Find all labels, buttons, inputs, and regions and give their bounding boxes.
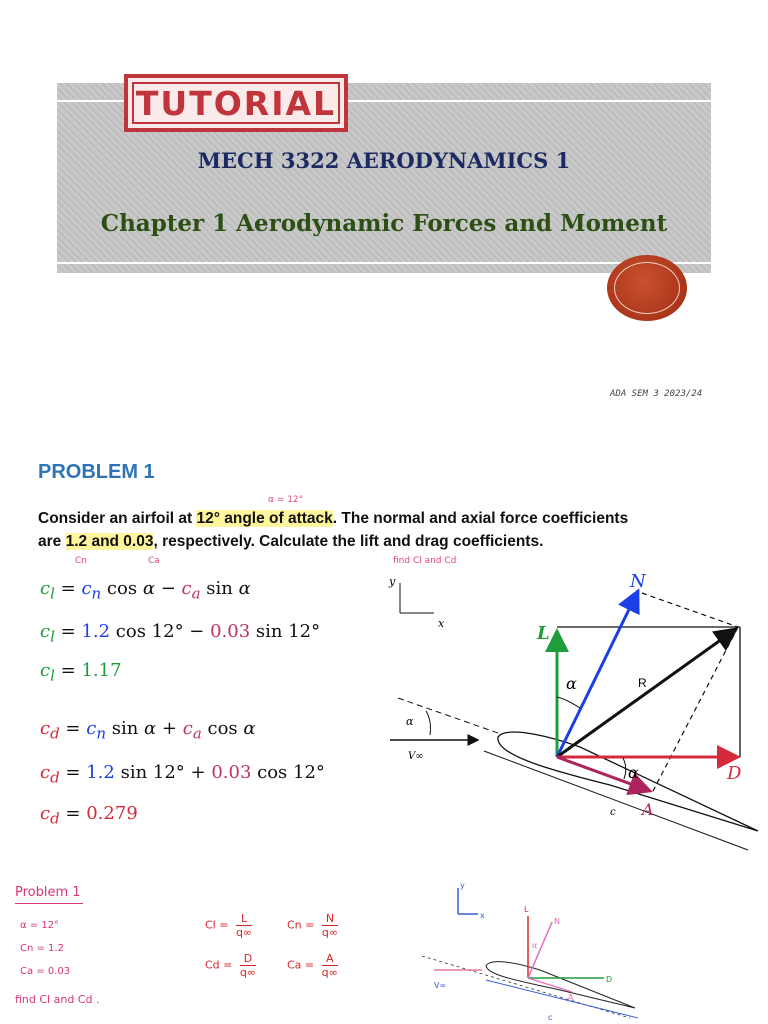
cl-cn-value: 1.2 bbox=[81, 621, 111, 642]
cd-sin-term: sin 12° + bbox=[114, 762, 212, 783]
cd-ca-value: 0.03 bbox=[211, 762, 252, 783]
alpha-arc-freestream bbox=[426, 711, 431, 735]
sketch-chord-dim bbox=[486, 980, 638, 1018]
problem-line-2-b: , respectively. Calculate the lift and drag coefficients. bbox=[153, 533, 544, 550]
formula-cn-lhs: Cn = bbox=[287, 918, 315, 932]
equation-cd-general: $c_d = c_n$ $\sin \alpha + c_a$ cos α bbox=[40, 718, 256, 743]
sketch-label-d: D bbox=[606, 975, 613, 984]
cd-cn-value: 1.2 bbox=[86, 762, 115, 783]
label-d: D bbox=[727, 763, 742, 784]
label-vinf: V∞ bbox=[408, 751, 424, 762]
formula-cl-num: L bbox=[236, 912, 252, 926]
formula-cl-fraction bbox=[236, 912, 252, 939]
problem-line-1 bbox=[38, 510, 628, 528]
alpha-arc-top bbox=[557, 697, 580, 708]
banner-divider-bottom bbox=[57, 262, 711, 264]
sketch-label-vinf: V∞ bbox=[434, 981, 447, 990]
formula-cl-lhs: Cl = bbox=[205, 918, 229, 932]
formula-cn-fraction bbox=[322, 912, 338, 939]
label-r: R bbox=[638, 676, 647, 690]
annotation-cn: Cn bbox=[75, 556, 87, 566]
problem-line-1-a: Consider an airfoil at bbox=[38, 510, 197, 527]
formula-ca-den: q∞ bbox=[321, 966, 338, 979]
formula-cd-den: q∞ bbox=[239, 966, 257, 979]
tutorial-stamp bbox=[124, 74, 348, 132]
formula-cd-num: D bbox=[240, 952, 256, 966]
formula-ca bbox=[287, 952, 338, 979]
sketch-diagram bbox=[420, 878, 650, 1024]
label-alpha-freestream: α bbox=[406, 715, 414, 728]
dashed-n-to-r bbox=[642, 593, 738, 627]
formula-cn-num: N bbox=[322, 912, 338, 926]
problem-line-1-b: . The normal and axial force coefficients bbox=[332, 510, 629, 527]
notes-title-underline bbox=[15, 903, 83, 904]
label-a: A bbox=[642, 800, 654, 819]
sketch-label-alpha: α bbox=[532, 941, 538, 950]
resultant-arrow bbox=[557, 629, 736, 757]
formula-ca-num: A bbox=[322, 952, 338, 966]
problem-line-2-a: are bbox=[38, 533, 66, 550]
label-alpha-bottom: α bbox=[628, 763, 639, 782]
formula-ca-lhs: Ca = bbox=[287, 958, 315, 972]
equation-cl-substituted: $c_l = 1.2$ cos 12° − 0.03 sin 12° bbox=[40, 621, 321, 646]
sketch-label-x: x bbox=[480, 911, 485, 920]
sketch-label-n: N bbox=[554, 917, 560, 926]
notes-alpha: α = 12° bbox=[20, 920, 60, 931]
annotation-find: find Cl and Cd bbox=[393, 556, 457, 566]
equation-cl-result: $c_l = 1.17$ bbox=[40, 660, 122, 685]
formula-cd-fraction bbox=[240, 952, 256, 979]
formula-cn bbox=[287, 912, 338, 939]
sketch-label-c: c bbox=[548, 1013, 553, 1022]
label-x: x bbox=[438, 617, 445, 630]
badge-ring bbox=[614, 262, 680, 314]
stamp-text: TUTORIAL bbox=[135, 84, 337, 123]
cd-cos-term: cos 12° bbox=[251, 762, 325, 783]
dashed-r-to-a bbox=[652, 627, 738, 793]
cd-result: 0.279 bbox=[86, 803, 138, 824]
equation-cd-substituted: $c_d = 1.2$ sin 12° + 0.03 cos 12° bbox=[40, 762, 325, 787]
label-y: y bbox=[389, 575, 396, 588]
formula-ca-fraction bbox=[322, 952, 338, 979]
cl-cos-term: cos 12° − bbox=[110, 621, 211, 642]
problem-line-2 bbox=[38, 533, 543, 551]
title-slide bbox=[0, 0, 768, 430]
formula-cd bbox=[205, 952, 256, 979]
notes-cn: Cn = 1.2 bbox=[20, 943, 64, 954]
cl-ca-value: 0.03 bbox=[210, 621, 251, 642]
formula-cd-lhs: Cd = bbox=[205, 958, 233, 972]
sketch-label-a: A bbox=[568, 993, 574, 1002]
cl-result: 1.17 bbox=[81, 660, 122, 681]
equation-cd-result: $c_d = 0.279$ bbox=[40, 803, 138, 828]
sketch-label-y: y bbox=[460, 881, 465, 890]
formula-cl bbox=[205, 912, 252, 939]
cl-sin-term: sin 12° bbox=[250, 621, 321, 642]
label-c: c bbox=[610, 807, 616, 818]
notes-ca: Ca = 0.03 bbox=[20, 966, 71, 977]
annotation-ca: Ca bbox=[148, 556, 160, 566]
force-diagram bbox=[380, 565, 768, 865]
problem-title: PROBLEM 1 bbox=[38, 461, 155, 483]
equation-cl-general: $c_l = c_n$ $\cos \alpha - c_a$ sin α bbox=[40, 578, 251, 603]
highlight-coefficients: 1.2 and 0.03 bbox=[65, 533, 154, 550]
formula-cn-den: q∞ bbox=[321, 926, 339, 939]
chapter-title: Chapter 1 Aerodynamic Forces and Moment bbox=[100, 210, 668, 237]
course-title: MECH 3322 AERODYNAMICS 1 bbox=[197, 148, 571, 173]
label-n: N bbox=[630, 571, 646, 592]
sketch-airfoil bbox=[486, 962, 635, 1008]
label-alpha-top: α bbox=[566, 674, 577, 693]
highlight-angle: 12° angle of attack bbox=[196, 510, 333, 527]
notes-find: find Cl and Cd . bbox=[15, 993, 100, 1006]
label-l: L bbox=[537, 623, 550, 644]
semester-footer: ADA SEM 3 2023/24 bbox=[610, 389, 703, 399]
notes-title: Problem 1 bbox=[15, 885, 81, 900]
formula-cl-den: q∞ bbox=[235, 926, 253, 939]
sketch-label-l: L bbox=[524, 905, 529, 914]
annotation-alpha: α = 12° bbox=[268, 495, 304, 505]
